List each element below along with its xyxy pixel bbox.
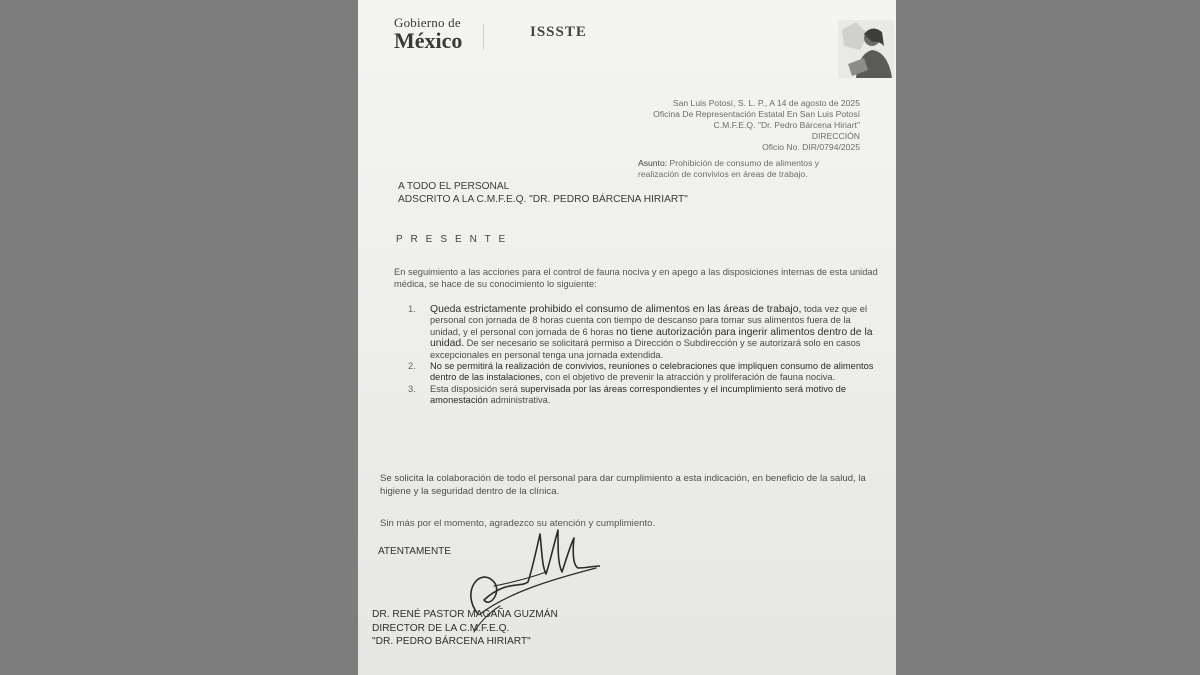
item-3-text-b: administrativa. xyxy=(487,395,551,406)
list-item xyxy=(408,384,878,407)
presente: P R E S E N T E xyxy=(396,234,508,245)
letter-page xyxy=(358,0,896,675)
logo-gobierno-small: Gobierno de xyxy=(394,15,461,30)
addressee xyxy=(398,180,688,206)
list-item-number: 3. xyxy=(408,383,416,394)
collaboration-paragraph: Se solicita la colaboración de todo el personal para dar cumplimiento a esta indicación, en beneficio de la salud, la higiene y la seguridad dentro de la clínica. xyxy=(380,473,866,497)
header-office: Oficina De Representación Estatal En San Luis Potosí xyxy=(653,109,860,119)
woman-portrait-emblem-icon xyxy=(838,20,894,78)
item-1-text-b: De ser necesario se solicitará permiso a Dirección o Subdirección y se autorizará solo en casos excepcionales en personal tenga una jornada extendida. xyxy=(430,338,861,360)
issste-logo: ISSSTE xyxy=(530,24,587,40)
item-1-text-a: toda vez que el personal con jornada de 8 horas cuenta con tiempo de descanso para tomar sus alimentos fuera de la unidad, y el personal con jornada de 6 horas xyxy=(430,304,868,337)
atentamente: ATENTAMENTE xyxy=(378,546,451,557)
list-item xyxy=(408,304,878,361)
item-3-text-a: Esta disposición será xyxy=(430,383,521,394)
list-item xyxy=(408,361,878,384)
signer-name: DR. RENÉ PASTOR MAGAÑA GUZMÁN xyxy=(372,609,558,620)
list-item-number: 1. xyxy=(408,304,416,314)
header-place-date: San Luis Potosí, S. L. P., A 14 de agosto de 2025 xyxy=(672,98,860,108)
signer-title: DIRECTOR DE LA C.M.F.E.Q. xyxy=(372,622,510,634)
signer-clinic: "DR. PEDRO BÁRCENA HIRIART" xyxy=(372,636,531,648)
item-2-emphasis-a: No se permitirá la realización de convivios, reuniones o celebraciones que impliquen consumo de alimentos dentro de las instalaciones, xyxy=(430,361,874,383)
item-1-emphasis-a: Queda estrictamente prohibido el consumo de alimentos en las áreas de trabajo, xyxy=(430,304,802,315)
asunto-text: Prohibición de consumo de alimentos y realización de convivios en áreas de trabajo. xyxy=(638,158,820,179)
closing-line: Sin más por el momento, agradezco su atención y cumplimiento. xyxy=(380,518,656,529)
header-oficio-number: Oficio No. DIR/0794/2025 xyxy=(762,142,860,152)
item-1-emphasis-b: no tiene autorización para ingerir alimentos dentro de la unidad. xyxy=(430,326,873,350)
gobierno-de-mexico-logo xyxy=(394,16,462,52)
asunto xyxy=(638,158,860,180)
logo-gobierno-big: México xyxy=(394,28,463,53)
addressee-line-2: ADSCRITO A LA C.M.F.E.Q. "DR. PEDRO BÁRCENA HIRIART" xyxy=(398,194,688,205)
header-clinic: C.M.F.E.Q. "Dr. Pedro Bárcena Hiriart" xyxy=(713,120,860,130)
letter-header-info xyxy=(560,98,860,153)
signer-block xyxy=(372,608,558,649)
asunto-label: Asunto: xyxy=(638,158,668,168)
logo-divider xyxy=(483,24,484,50)
header-department: DIRECCIÓN xyxy=(811,131,860,141)
list-item-number: 2. xyxy=(408,361,416,372)
addressee-line-1: A TODO EL PERSONAL xyxy=(398,181,510,192)
provisions-list xyxy=(408,304,878,407)
item-3-emphasis-a: supervisada por las áreas correspondientes y el incumplimiento será motivo de amonestación xyxy=(430,383,846,406)
intro-paragraph: En seguimiento a las acciones para el control de fauna nociva y en apego a las disposiciones internas de esta unidad médica, se hace de su conocimiento lo siguiente: xyxy=(394,267,878,289)
item-2-text-a: con el objetivo de prevenir la atracción y proliferación de fauna nociva. xyxy=(542,372,836,383)
